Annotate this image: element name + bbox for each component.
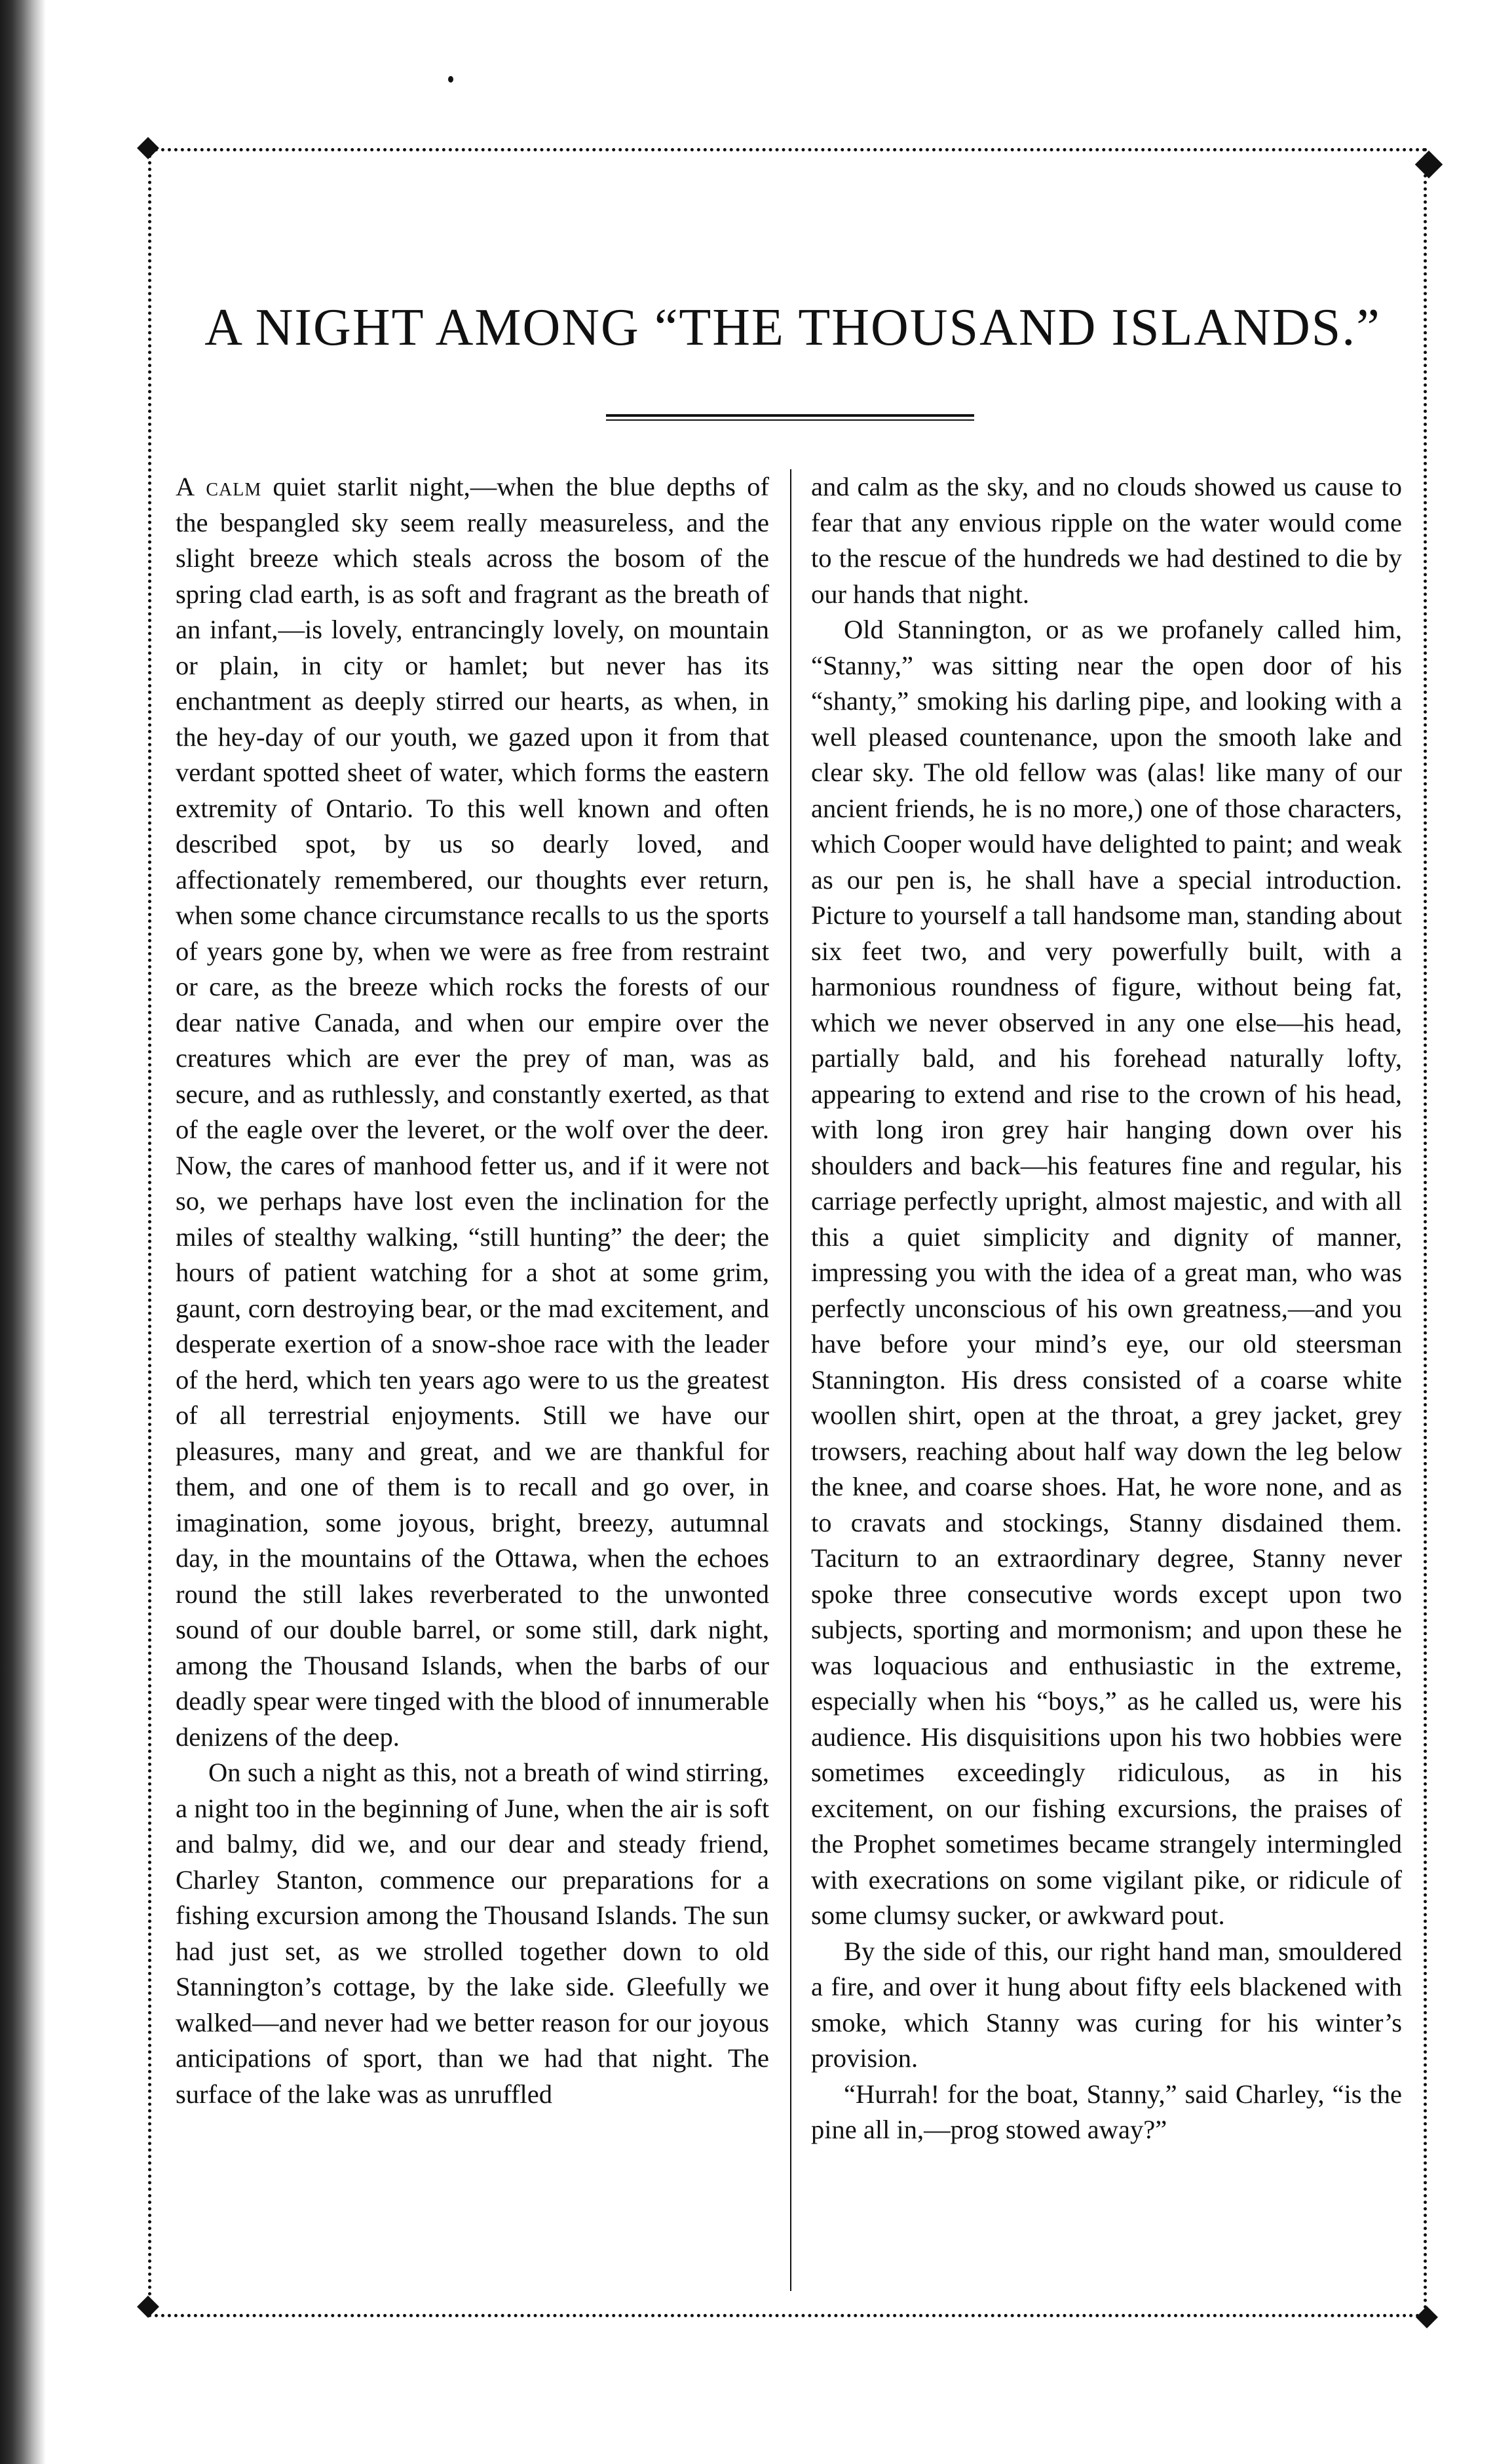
paragraph: On such a night as this, not a breath of wind stirring, a night too in the beginning of June, when the air is soft and balmy, did we, and our dear and steady friend, Charley Stanton, commence our preparations for a fishing excursion among the Thousand Islands. The sun had just set, as we strolled together down to old Stannington’s cottage, by the lake side. Gleefully we walked—and never had we better reason for our joyous anticipations of sport, than we had that night. The surface of the lake was as unruffled [176, 1758, 769, 2109]
paragraph [176, 469, 769, 1755]
text-column-left [176, 469, 769, 2112]
title-rule [606, 414, 974, 421]
drop-word: A calm [176, 472, 262, 501]
column-divider [790, 469, 791, 2291]
paragraph: “Hurrah! for the boat, Stanny,” said Charley, “is the pine all in,—prog stowed away?” [811, 2079, 1402, 2144]
paragraph: Old Stannington, or as we profanely called him, “Stanny,” was sitting near the open door of his “shanty,” smoking his darling pipe, and looking with a well pleased countenance, upon the smooth lake and clear sky. The old fellow was (alas! like many of our ancient friends, he is no more,) one of those characters, which Cooper would have delighted to paint; and weak as our pen is, he shall have a special introduction. Picture to yourself a tall handsome man, standing about six feet two, and very powerfully built, with a harmonious roundness of figure, without being fat, which we never observed in any one else—his head, partially bald, and his forehead naturally lofty, appearing to extend and rise to the crown of his head, with long iron grey hair hanging down over his shoulders and back—his features fine and regular, his carriage perfectly upright, almost majestic, and with all this a quiet simplicity and dignity of manner, impressing you with the idea of a great man, who was perfectly unconscious of his own greatness,—and you have before your mind’s eye, our old steersman Stannington. His dress consisted of a coarse white woollen shirt, open at the throat, a grey jacket, grey trowsers, reaching about half way down the leg below the knee, and coarse shoes. Hat, he wore none, and as to cravats and stockings, Stanny disdained them. Taciturn to an extraordinary degree, Stanny never spoke three consecutive words except upon two subjects, sporting and mormonism; and upon these he was loquacious and enthusiastic in the extreme, especially when his “boys,” as he called us, were his audience. His disquisitions upon his two hobbies were sometimes exceedingly ridiculous, as in his excitement, on our fishing excursions, the praises of the Prophet sometimes became strangely intermingled with execrations on some vigilant pike, or ridicule of some clumsy sucker, or awkward pout. [811, 615, 1402, 1930]
scanned-page-edge [0, 0, 46, 2464]
paragraph: and calm as the sky, and no clouds showed us cause to fear that any envious ripple on the water would come to the rescue of the hundreds we had destined to die by our hands that night. [811, 472, 1402, 609]
article-title: A NIGHT AMONG “THE THOUSAND ISLANDS.” [204, 299, 1381, 356]
paragraph: By the side of this, our right hand man, smouldered a fire, and over it hung about fifty eels blackened with smoke, which Stanny was curing for his winter’s provision. [811, 1936, 1402, 2073]
ink-speck [448, 76, 453, 83]
paragraph-text: quiet starlit night,—when the blue depths of the bespangled sky seem really measureless, and the slight breeze which steals across the bosom of the spring clad earth, is as soft and fragrant as the breath of an infant,—is lovely, entrancingly lovely, on mountain or plain, in city or hamlet; but never has its enchantment as deeply stirred our hearts, as when, in the hey-day of our youth, we gazed upon it from that verdant spotted sheet of water, which forms the eastern extremity of Ontario. To this well known and often described spot, by us so dearly loved, and affectionately remembered, our thoughts ever return, when some chance circumstance recalls to us the sports of years gone by, when we were as free from restraint or care, as the breeze which rocks the forests of our dear native Canada, and when our empire over the creatures which are ever the prey of man, was as secure, and as ruthlessly, and constantly exerted, as that of the eagle over the leveret, or the wolf over the deer. Now, the cares of manhood fetter us, and if it were not so, we perhaps have lost even the inclination for the miles of stealthy walking, “still hunting” the deer; the hours of patient watching for a shot at some grim, gaunt, corn destroying bear, or the mad excitement, and desperate exertion of a snow-shoe race with the leader of the herd, which ten years ago were to us the greatest of all terrestrial enjoyments. Still we have our pleasures, many and great, and we are thankful for them, and one of them is to recall and go over, in imagination, some joyous, bright, breezy, autumnal day, in the mountains of the Ottawa, when the echoes round the still lakes reverberated to the unwonted sound of our double barrel, or some still, dark night, among the Thousand Islands, when the barbs of our deadly spear were tinged with the blood of innumerable denizens of the deep. [176, 472, 769, 1752]
text-column-right [811, 469, 1402, 2148]
